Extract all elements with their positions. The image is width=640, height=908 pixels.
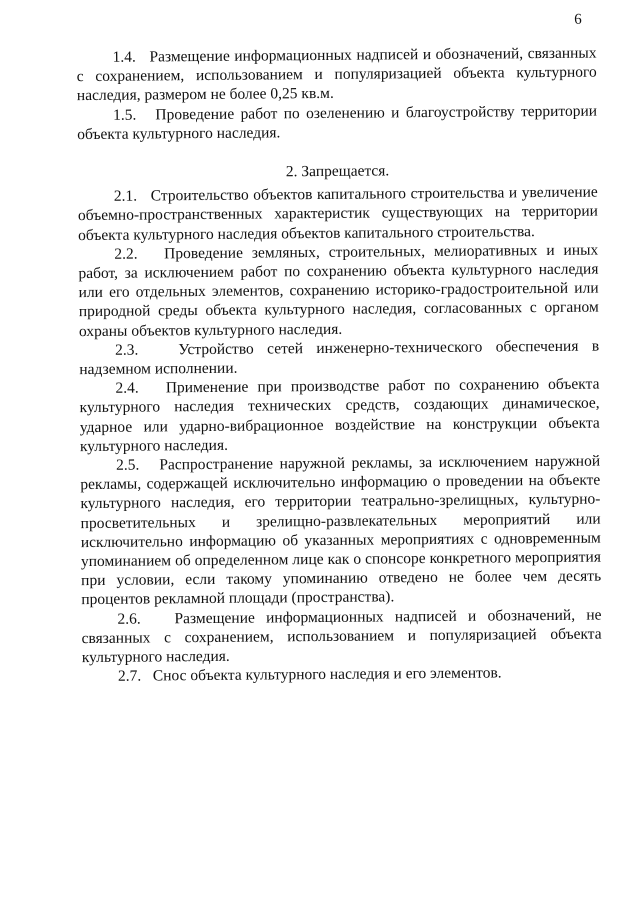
item-number: 2.2. xyxy=(114,245,138,263)
document-body xyxy=(76,44,602,687)
item-number: 2.7. xyxy=(117,667,142,686)
item-number: 1.5. xyxy=(112,106,137,124)
list-item-2-6 xyxy=(81,605,601,667)
item-number: 2.6. xyxy=(117,610,141,628)
page-number: 6 xyxy=(574,11,582,28)
item-number: 2.5. xyxy=(116,456,140,474)
item-number: 2.3. xyxy=(115,341,139,359)
item-text: Размещение информационных надписей и обозначений, связанных с сохранением, использованием и популяризацией объекта культурного наследия, размером не более 0,25 кв.м. xyxy=(76,44,597,105)
item-text: Снос объекта культурного наследия и его элементов. xyxy=(152,664,502,685)
list-item-2-4 xyxy=(79,375,600,456)
item-number: 2.1. xyxy=(113,187,138,206)
list-item-1-4 xyxy=(76,44,596,106)
item-text: Проведение земляных, строительных, мелиоративных и иных работ, за исключением работ по сохранению объекта культурного наследия или его отдельных элементов, сохранению историко-градостроительной или природной среды объекта культурного наследия, согласованных с органом охраны объектов культурного наследия. xyxy=(78,241,599,340)
item-text: Применение при производстве работ по сохранению объекта культурного наследия технических средств, создающих динамическое, ударное или ударно-вибрационное воздействие на конструкции объекта культурного наследия. xyxy=(79,375,600,455)
item-number: 1.4. xyxy=(112,48,136,66)
list-item-2-1 xyxy=(78,183,598,245)
list-item-2-3 xyxy=(79,336,599,379)
list-item-2-2 xyxy=(78,240,599,341)
item-text: Строительство объектов капитального строительства и увеличение объемно-пространственных характеристик существующих на территории объекта культурного наследия объектов капитального строительства. xyxy=(77,183,599,244)
item-text: Проведение работ по озеленению и благоустройству территории объекта культурного наследия. xyxy=(77,102,598,143)
item-text: Размещение информационных надписей и обозначений, не связанных с сохранением, использованием и популяризацией объекта культурного наследия. xyxy=(81,606,602,667)
item-text: Распространение наружной рекламы, за исключением наружной рекламы, содержащей исключительно информацию о проведении на объекте культурного наследия, его территории театрально-зрелищных, культурно-просветительных и зрелищно-развлекательных мероприятий или исключительно информацию об указанных мероприятиях с одновременным упоминанием об определенном лице как о спонсоре конкретного мероприятия при условии, если такому упоминанию отведено не более чем десять процентов рекламной площади (пространства). xyxy=(80,452,602,609)
item-number: 2.4. xyxy=(115,379,139,398)
item-text: Устройство сетей инженерно-технического обеспечения в надземном исполнении. xyxy=(79,337,600,379)
section-heading: 2. Запрещается. xyxy=(285,162,390,181)
list-item-1-5 xyxy=(77,101,597,144)
list-item-2-7 xyxy=(82,663,602,687)
list-item-2-5 xyxy=(80,452,601,610)
